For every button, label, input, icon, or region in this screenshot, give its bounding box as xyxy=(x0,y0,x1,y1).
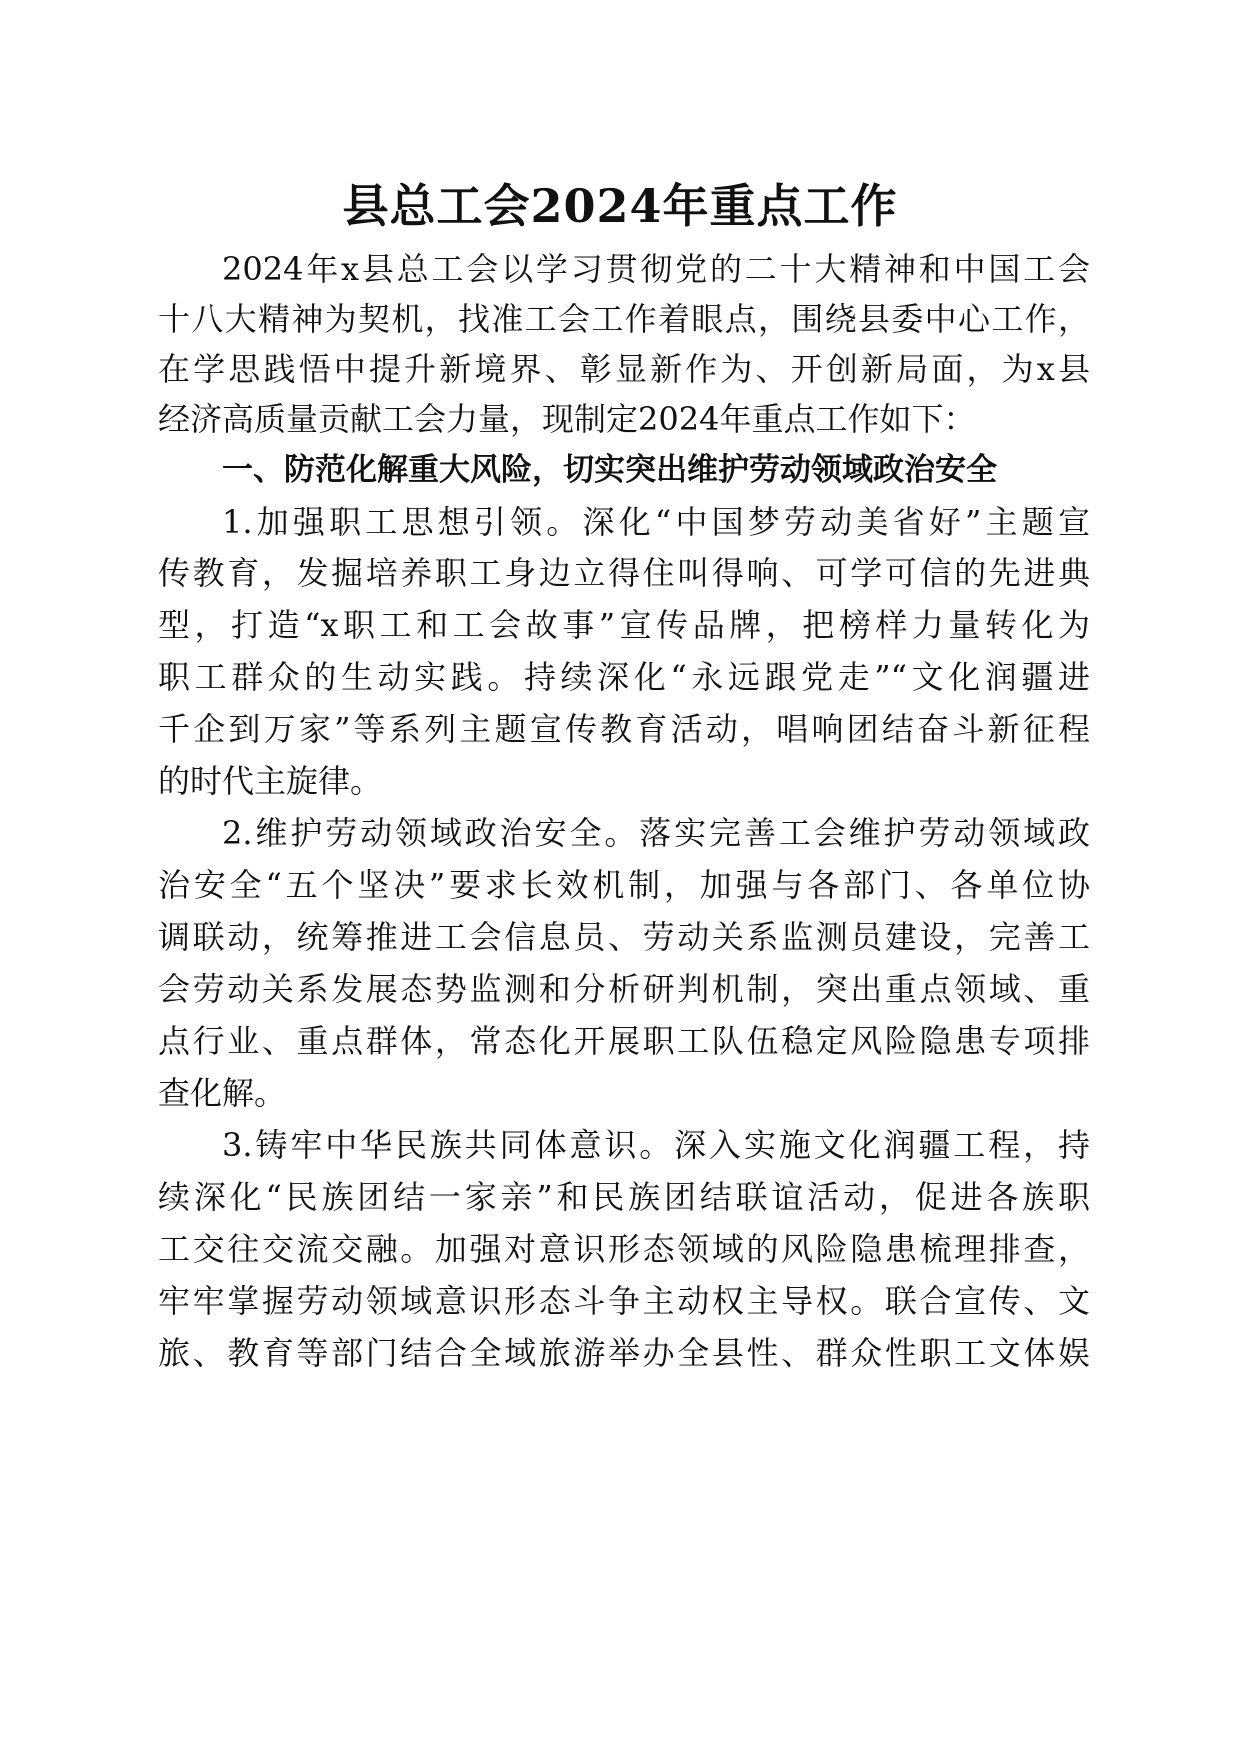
paragraph-line: 调联动，统筹推进工会信息员、劳动关系监测员建设，完善工 xyxy=(158,918,1090,956)
paragraph-line: 经济高质量贡献工会力量，现制定2024年重点工作如下： xyxy=(158,400,976,438)
paragraph-line: 1.加强职工思想引领。深化“中国梦劳动美省好”主题宣 xyxy=(222,503,1090,541)
paragraph-line: 2024年x县总工会以学习贯彻党的二十大精神和中国工会 xyxy=(222,250,1090,288)
paragraph-line: 十八大精神为契机，找准工会工作着眼点，围绕县委中心工作， xyxy=(158,300,1090,338)
paragraph-line: 旅、教育等部门结合全域旅游举办全县性、群众性职工文体娱 xyxy=(158,1334,1090,1372)
paragraph-line: 职工群众的生动实践。持续深化“永远跟党走”“文化润疆进 xyxy=(158,658,1090,696)
paragraph-line: 点行业、重点群体，常态化开展职工队伍稳定风险隐患专项排 xyxy=(158,1022,1090,1060)
document-title: 县总工会2024年重点工作 xyxy=(342,179,898,233)
paragraph-line: 治安全“五个坚决”要求长效机制，加强与各部门、各单位协 xyxy=(158,866,1090,904)
paragraph-line: 在学思践悟中提升新境界、彰显新作为、开创新局面，为x县 xyxy=(158,350,1090,388)
paragraph-line: 型，打造“x职工和工会故事”宣传品牌，把榜样力量转化为 xyxy=(158,606,1090,644)
paragraph-line: 查化解。 xyxy=(158,1074,287,1112)
paragraph-line: 会劳动关系发展态势监测和分析研判机制，突出重点领域、重 xyxy=(158,970,1090,1008)
paragraph-line: 千企到万家”等系列主题宣传教育活动，唱响团结奋斗新征程 xyxy=(158,710,1090,748)
paragraph-line: 3.铸牢中华民族共同体意识。深入实施文化润疆工程，持 xyxy=(222,1126,1090,1164)
section-heading: 一、防范化解重大风险，切实突出维护劳动领域政治安全 xyxy=(222,452,997,488)
paragraph-line: 传教育，发掘培养职工身边立得住叫得响、可学可信的先进典 xyxy=(158,554,1090,592)
paragraph-line: 续深化“民族团结一家亲”和民族团结联谊活动，促进各族职 xyxy=(158,1178,1090,1216)
paragraph-line: 工交往交流交融。加强对意识形态领域的风险隐患梳理排查， xyxy=(158,1230,1090,1268)
paragraph-line: 牢牢掌握劳动领域意识形态斗争主动权主导权。联合宣传、文 xyxy=(158,1282,1090,1320)
paragraph-line: 2.维护劳动领域政治安全。落实完善工会维护劳动领域政 xyxy=(222,814,1090,852)
paragraph-line: 的时代主旋律。 xyxy=(158,762,383,800)
